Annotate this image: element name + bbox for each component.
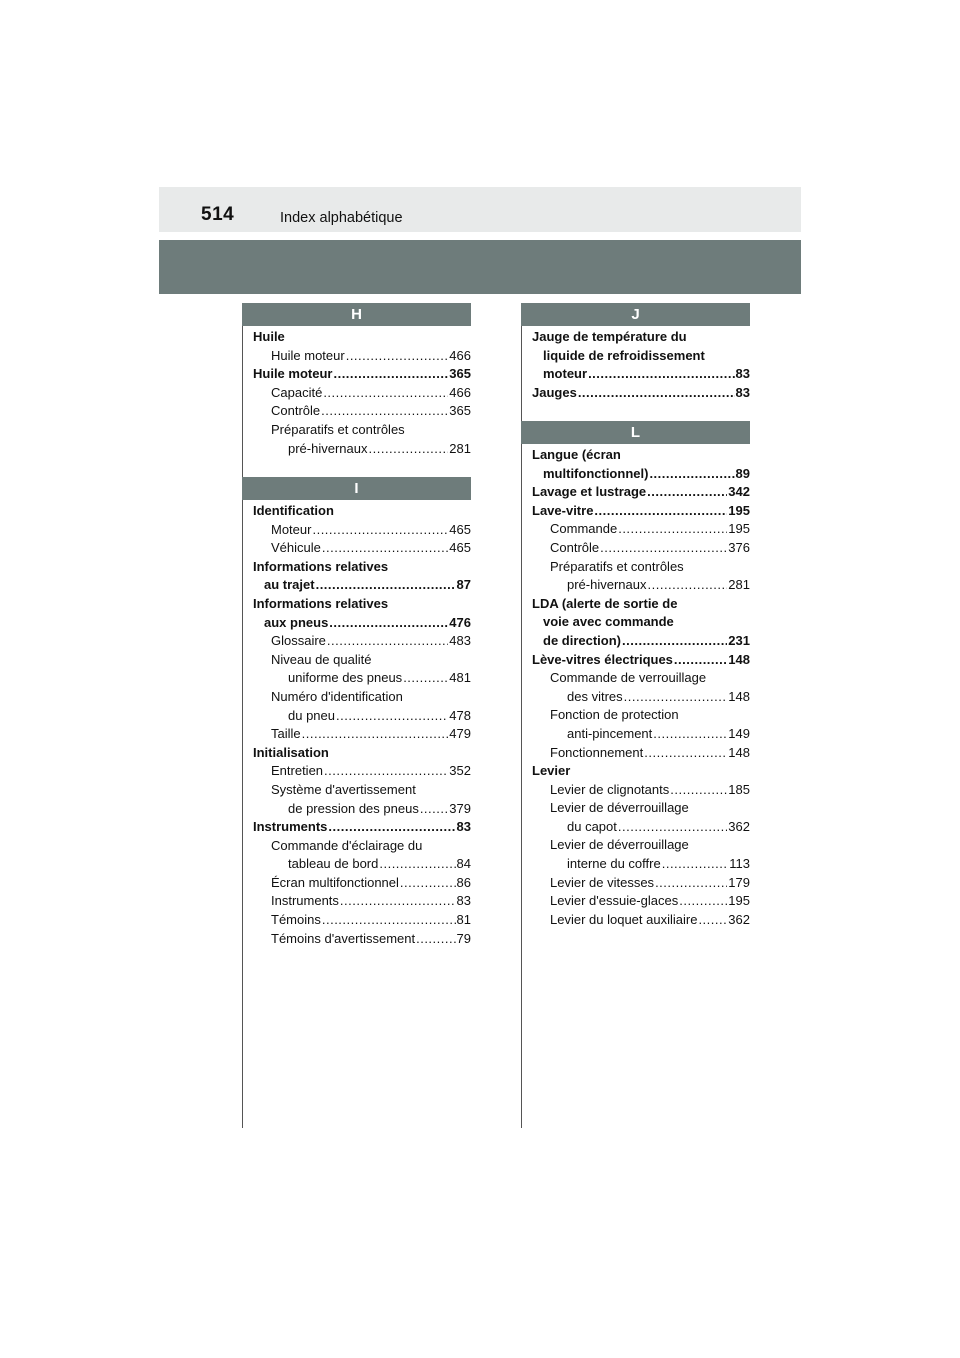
dot-leader: [403, 669, 448, 688]
index-entry-text: Informations relatives: [253, 558, 389, 574]
index-entry-text: Contrôle: [271, 403, 321, 419]
dot-leader: [302, 725, 449, 744]
index-entry: [532, 669, 750, 706]
index-entry-text: Témoins d'avertissement: [271, 930, 416, 946]
index-entry-text: Huile: [253, 329, 285, 344]
index-entry: [253, 725, 471, 744]
index-entry: [253, 818, 471, 837]
dot-leader: [324, 762, 448, 781]
dot-leader: [322, 539, 448, 558]
index-entry-text: des vitres: [567, 688, 623, 704]
index-entry-text: Moteur: [271, 521, 312, 537]
index-entry-text: pré-hivernaux: [567, 577, 647, 593]
index-entry-text: Véhicule: [271, 540, 321, 556]
dot-leader: [649, 465, 734, 484]
dot-leader: [648, 576, 728, 595]
page-reference[interactable]: 465: [449, 521, 471, 537]
index-entry-text: LDA (alerte de sortie de: [532, 595, 678, 611]
dot-leader: [322, 911, 456, 930]
dot-leader: [329, 614, 448, 633]
page-reference[interactable]: 148: [728, 744, 750, 760]
dot-leader: [369, 440, 449, 459]
index-entry-text: multifonctionnel): [543, 465, 649, 481]
index-entry-text: de direction): [543, 632, 622, 648]
page-number: 514: [201, 204, 235, 225]
page-reference[interactable]: 476: [449, 614, 471, 630]
index-entry-text: Préparatifs et contrôles: [550, 558, 684, 574]
index-entry: [253, 837, 471, 874]
page-reference[interactable]: 87: [456, 577, 471, 593]
index-entry-text: Fonctionnement: [550, 744, 644, 760]
index-entry-text: Levier: [532, 763, 571, 779]
page-title: Index alphabétique: [280, 210, 403, 226]
index-entry-text: Système d'avertissement: [271, 781, 416, 797]
index-entry: [253, 595, 471, 632]
page-reference[interactable]: 281: [449, 440, 471, 456]
index-entry-text: Levier de déverrouillage: [550, 800, 689, 816]
index-entry: [532, 520, 750, 539]
index-entry: [253, 347, 471, 366]
page-reference[interactable]: 81: [456, 912, 471, 928]
index-entry: [253, 402, 471, 421]
index-entry-text: Glossaire: [271, 633, 326, 649]
index-entry: [253, 365, 471, 384]
section-header-i: I: [242, 477, 471, 500]
index-entry-text: Préparatifs et contrôles: [271, 421, 405, 437]
index-entry-text: Niveau de qualité: [271, 651, 372, 667]
index-entry: [532, 744, 750, 763]
index-entry: [532, 836, 750, 873]
index-section-i: [253, 502, 471, 948]
index-entry-text: Contrôle: [550, 539, 600, 555]
index-entry: [253, 384, 471, 403]
index-entry-text: anti-pincement: [567, 725, 653, 741]
page-reference[interactable]: 83: [735, 384, 750, 400]
index-entry: [532, 502, 750, 521]
page-reference[interactable]: 89: [735, 465, 750, 481]
index-entry-text: Huile moteur: [271, 347, 345, 363]
index-entry-text: Témoins: [271, 912, 321, 928]
index-entry: [253, 930, 471, 949]
index-entry: [532, 911, 750, 930]
index-entry-text: Initialisation: [253, 744, 329, 760]
page-reference[interactable]: 195: [728, 521, 750, 537]
index-entry-text: du capot: [567, 818, 617, 834]
page-reference[interactable]: 481: [449, 670, 471, 686]
dot-leader: [618, 520, 727, 539]
index-entry-text: Huile moteur: [253, 366, 333, 382]
index-entry: [532, 762, 750, 781]
index-entry: [253, 539, 471, 558]
index-entry: [253, 328, 471, 347]
page-reference[interactable]: 83: [456, 893, 471, 909]
page-reference[interactable]: 84: [456, 856, 471, 872]
page-reference[interactable]: 362: [728, 818, 750, 834]
index-entry-text: Levier de clignotants: [550, 781, 670, 797]
page-reference[interactable]: 185: [728, 781, 750, 797]
page-reference[interactable]: 79: [456, 930, 471, 946]
index-section-l: [532, 446, 750, 929]
index-entry: [253, 651, 471, 688]
index-entry-text: du pneu: [288, 707, 335, 723]
section-header-h: H: [242, 303, 471, 326]
page-reference[interactable]: 148: [728, 688, 750, 704]
dot-leader: [679, 892, 727, 911]
dot-leader: [312, 521, 448, 540]
index-entry-text: de pression des pneus: [288, 800, 419, 816]
index-entry-text: Langue (écran: [532, 447, 621, 462]
index-entry-text: Levier du loquet auxiliaire: [550, 911, 698, 927]
index-entry: [253, 781, 471, 818]
dot-leader: [662, 855, 729, 874]
index-entry: [253, 911, 471, 930]
page-reference[interactable]: 352: [449, 763, 471, 779]
index-entry: [253, 632, 471, 651]
index-entry-text: Identification: [253, 503, 334, 518]
index-entry: [532, 892, 750, 911]
index-entry: [532, 483, 750, 502]
dot-leader: [321, 402, 448, 421]
dot-leader: [594, 502, 727, 521]
dot-leader: [323, 384, 448, 403]
dot-leader: [624, 688, 728, 707]
dot-leader: [674, 651, 727, 670]
index-entry: [253, 558, 471, 595]
index-entry: [532, 384, 750, 403]
section-header-j: J: [521, 303, 750, 326]
dot-leader: [400, 874, 456, 893]
page-reference[interactable]: 342: [728, 484, 750, 500]
dot-leader: [618, 818, 727, 837]
index-entry-text: au trajet: [264, 577, 315, 593]
dot-leader: [600, 539, 727, 558]
dot-leader: [416, 930, 455, 949]
index-entry: [253, 688, 471, 725]
page-reference[interactable]: 231: [728, 632, 750, 648]
index-entry: [253, 874, 471, 893]
dot-leader: [333, 365, 448, 384]
page-reference[interactable]: 365: [449, 403, 471, 419]
index-entry-text: Commande: [550, 521, 618, 537]
index-entry: [532, 706, 750, 743]
index-section-h: [253, 328, 471, 458]
index-entry-text: Commande de verrouillage: [550, 670, 707, 686]
index-entry: [532, 595, 750, 651]
dot-leader: [346, 347, 449, 366]
dot-leader: [420, 800, 448, 819]
index-entry: [532, 874, 750, 893]
page-reference[interactable]: 179: [728, 874, 750, 890]
index-entry-text: Capacité: [271, 384, 323, 400]
index-entry-text: Numéro d'identification: [271, 688, 403, 704]
index-entry-text: Entretien: [271, 763, 324, 779]
dot-leader: [588, 365, 734, 384]
index-entry-text: aux pneus: [264, 614, 329, 630]
dot-leader: [328, 818, 455, 837]
index-entry-text: Fonction de protection: [550, 707, 679, 723]
page-reference[interactable]: 362: [728, 911, 750, 927]
index-entry-text: Lavage et lustrage: [532, 484, 647, 500]
page-reference[interactable]: 195: [728, 893, 750, 909]
dot-leader: [622, 632, 727, 651]
page-reference[interactable]: 86: [456, 874, 471, 890]
index-entry-text: interne du coffre: [567, 856, 661, 872]
index-entry-text: Jauge de température du: [532, 329, 687, 344]
index-entry: [532, 446, 750, 483]
index-entry: [253, 762, 471, 781]
dot-leader: [698, 911, 727, 930]
header-bar: [159, 187, 801, 232]
dot-leader: [327, 632, 448, 651]
index-entry-text: Lève-vitres électriques: [532, 651, 673, 667]
page-reference[interactable]: 83: [735, 366, 750, 382]
index-entry-text: Lave-vitre: [532, 502, 594, 518]
index-entry-text: Levier de vitesses: [550, 874, 655, 890]
chapter-banner: [159, 240, 801, 294]
dot-leader: [578, 384, 735, 403]
page-reference[interactable]: 148: [728, 651, 750, 667]
index-entry-text: Informations relatives: [253, 595, 389, 611]
index-section-j: [532, 328, 750, 402]
dot-leader: [670, 781, 727, 800]
index-entry: [532, 799, 750, 836]
left-column-rule: [242, 304, 243, 1128]
index-entry-text: Instruments: [253, 819, 328, 835]
index-entry: [532, 781, 750, 800]
index-entry: [253, 502, 471, 521]
page-reference[interactable]: 149: [728, 725, 750, 741]
index-entry-text: Levier de déverrouillage: [550, 837, 689, 853]
dot-leader: [655, 874, 727, 893]
index-entry-text: Commande d'éclairage du: [271, 837, 423, 853]
page-reference[interactable]: 83: [456, 819, 471, 835]
page-reference[interactable]: 379: [449, 800, 471, 816]
index-entry: [253, 744, 471, 763]
page-reference[interactable]: 465: [449, 540, 471, 556]
index-entry-text: Taille: [271, 726, 301, 742]
dot-leader: [647, 483, 727, 502]
index-entry-text: voie avec commande: [543, 614, 674, 630]
dot-leader: [340, 892, 456, 911]
page-reference[interactable]: 466: [449, 347, 471, 363]
index-entry-text: liquide de refroidissement: [543, 347, 705, 363]
dot-leader: [379, 855, 455, 874]
index-entry: [532, 539, 750, 558]
dot-leader: [316, 576, 456, 595]
index-entry-text: pré-hivernaux: [288, 440, 368, 456]
page-reference[interactable]: 479: [449, 726, 471, 742]
section-header-l: L: [521, 421, 750, 444]
index-entry: [253, 892, 471, 911]
dot-leader: [336, 707, 448, 726]
page-reference[interactable]: 483: [449, 633, 471, 649]
index-entry-text: uniforme des pneus: [288, 670, 403, 686]
page-reference[interactable]: 466: [449, 384, 471, 400]
dot-leader: [644, 744, 727, 763]
page-reference[interactable]: 478: [449, 707, 471, 723]
index-entry-text: Jauges: [532, 384, 577, 400]
index-entry: [253, 421, 471, 458]
page-reference[interactable]: 113: [729, 856, 750, 872]
page-reference[interactable]: 376: [728, 539, 750, 555]
index-entry-text: moteur: [543, 366, 588, 382]
index-entry: [532, 328, 750, 384]
index-entry: [532, 651, 750, 670]
index-entry-text: tableau de bord: [288, 856, 379, 872]
page-reference[interactable]: 195: [728, 502, 750, 518]
dot-leader: [653, 725, 727, 744]
page-reference[interactable]: 281: [728, 577, 750, 593]
index-entry: [532, 558, 750, 595]
page-reference[interactable]: 365: [449, 366, 471, 382]
index-entry-text: Levier d'essuie-glaces: [550, 893, 679, 909]
index-entry-text: Écran multifonctionnel: [271, 874, 399, 890]
index-entry: [253, 521, 471, 540]
index-entry-text: Instruments: [271, 893, 339, 909]
